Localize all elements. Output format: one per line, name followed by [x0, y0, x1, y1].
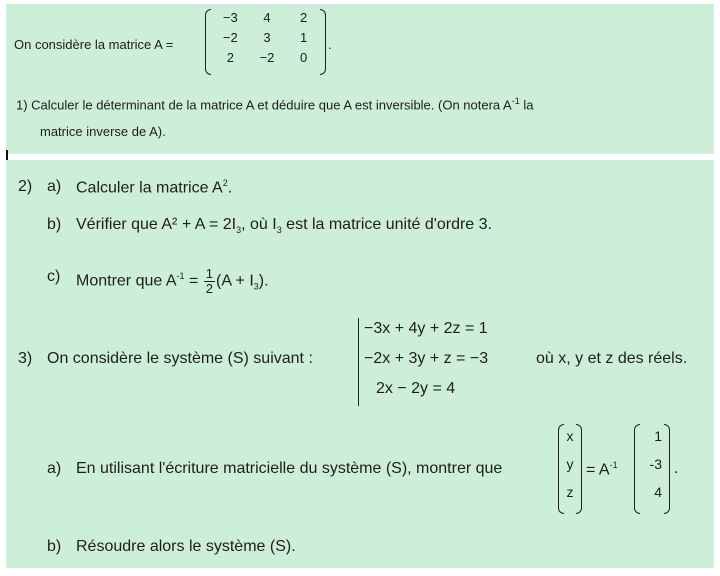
vector-const-left-paren [634, 424, 640, 514]
q3-a-text: En utilisant l'écriture matricielle du système (S), montrer que [76, 460, 503, 477]
matrix-cell: −2 [222, 30, 238, 45]
matrix-a-right-paren [320, 9, 326, 75]
matrix-a-period: . [328, 37, 332, 52]
fraction-denominator: 2 [205, 280, 213, 296]
matrix-cell: 4 [263, 10, 271, 25]
q3-after: où x, y et z des réels. [536, 350, 688, 367]
q3-label: 3) [18, 350, 33, 367]
q2-a-end: . [227, 179, 233, 197]
q1-line1-text: 1) Calculer le déterminant de la matrice A et déduire que A est inversible. (On notera A [16, 97, 512, 113]
q2-a-exponent: 2 [222, 178, 228, 188]
intro-text: On considère la matrice A = [14, 37, 174, 52]
system-eq-2: −2x + 3y + z = −3 [364, 350, 489, 367]
matrix-cell: 1 [300, 30, 308, 45]
q2-b-label: b) [47, 216, 62, 233]
q3-b-label: b) [47, 538, 62, 555]
q2-c-label: c) [47, 268, 61, 285]
q2-c-paren: (A + I [215, 272, 254, 290]
vector-const-right-paren [664, 424, 670, 514]
q3-a-end: . [674, 460, 679, 477]
q2-b-rest-subscript: 3 [276, 225, 282, 236]
q2-c-exponent: -1 [176, 271, 185, 281]
q1-line2: matrice inverse de A). [40, 124, 166, 139]
q3-a-equals: = A [586, 461, 610, 479]
vector-xyz [564, 428, 576, 500]
q1-line1 [16, 96, 534, 112]
system-eq-1: −3x + 4y + 2z = 1 [364, 320, 488, 337]
matrix-cell: y [566, 456, 574, 472]
q2-b-rest: , où I [241, 216, 277, 233]
matrix-cell: −3 [222, 10, 238, 25]
matrix-cell: x [566, 428, 574, 444]
q2-c-fraction [204, 267, 215, 296]
matrix-cell: 3 [263, 30, 271, 45]
q2-a-label: a) [47, 178, 62, 195]
q2-b-subscript: 3 [236, 225, 242, 236]
q1-line1-end: la [523, 97, 534, 113]
matrix-a [212, 10, 322, 65]
q3-b-text: Résoudre alors le système (S). [76, 538, 296, 555]
q2-label: 2) [18, 178, 33, 195]
matrix-cell: 4 [654, 484, 662, 500]
q2-c-equals: = [184, 272, 203, 290]
q3-a-rhs [586, 460, 618, 479]
vector-xyz-right-paren [576, 424, 582, 514]
q2-b-text [76, 216, 492, 235]
matrix-cell: -3 [649, 456, 662, 472]
q2-b-end: est la matrice unité d'ordre 3. [281, 216, 492, 233]
fraction-numerator: 1 [205, 265, 213, 281]
q2-c-text [76, 259, 269, 296]
q3-a-exponent: -1 [609, 460, 618, 470]
matrix-cell: 1 [654, 428, 662, 444]
q3-text: On considère le système (S) suivant : [47, 350, 313, 367]
q2-a-text [76, 178, 232, 197]
q3-a-label: a) [47, 460, 62, 477]
matrix-a-left-paren [205, 9, 211, 75]
q2-c-body: Montrer que A [76, 272, 177, 290]
q2-c-close: ). [258, 272, 269, 290]
matrix-cell: 2 [226, 50, 234, 65]
q2-c-subscript: 3 [253, 281, 259, 292]
matrix-cell: −2 [259, 50, 275, 65]
matrix-cell: z [566, 484, 574, 500]
q2-b-body: Vérifier que A² + A = 2I [76, 216, 237, 233]
vector-const [642, 428, 662, 500]
system-eq-3: 2x − 2y = 4 [376, 380, 456, 397]
matrix-cell: 0 [300, 50, 308, 65]
q2-a-body: Calculer la matrice A [76, 179, 223, 197]
system-brace [358, 318, 359, 406]
matrix-cell: 2 [300, 10, 308, 25]
q1-inverse-exponent: -1 [511, 96, 520, 106]
